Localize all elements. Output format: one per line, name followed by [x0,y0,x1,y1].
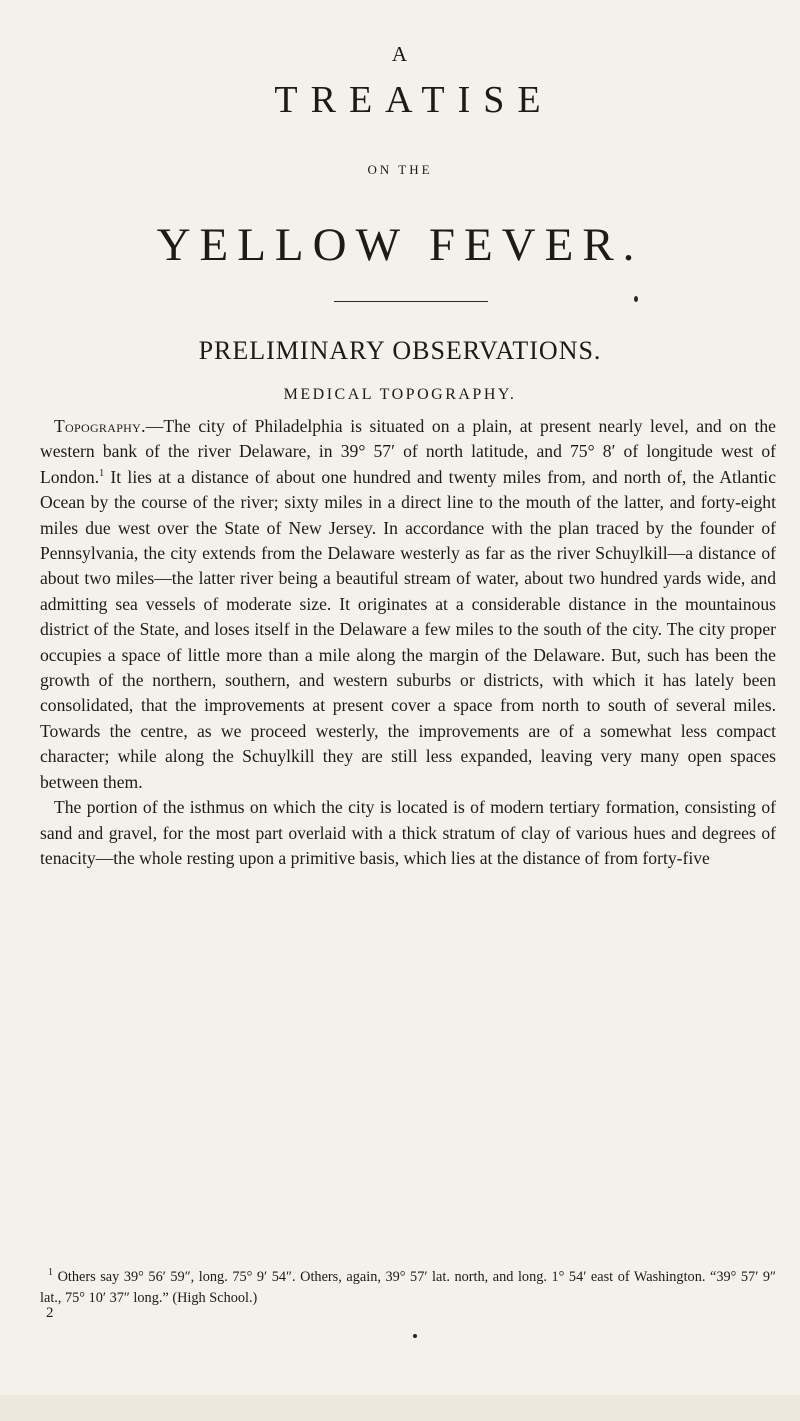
ink-speck [634,296,638,302]
ink-speck [413,1334,417,1338]
footnote-text: Others say 39° 56′ 59″, long. 75° 9′ 54″. Others, again, 39° 57′ lat. north, and long. 1° 54′ east of Washington. “39° 57′ 9″ lat., 75° 10′ 37″ long.” (High School.) [40,1269,776,1306]
footnote-reference[interactable]: 1 [99,467,105,479]
page-edge [0,1395,800,1421]
title-divider [334,301,488,302]
title-treatise: TREATISE [274,79,554,121]
footnote-marker: 1 [48,1267,53,1279]
body-text [40,414,776,871]
paragraph-1 [40,414,776,795]
section-title: PRELIMINARY OBSERVATIONS. [198,336,602,365]
footnote [40,1267,776,1309]
title-on-the: ON THE [367,162,433,177]
section-subtitle: MEDICAL TOPOGRAPHY. [283,386,517,403]
title-subject: YELLOW FEVER. [156,219,644,271]
title-article: A [391,42,409,66]
paragraph-1-part-b: It lies at a distance of about one hundred and twenty miles from, and north of, the Atlantic Ocean by the course of the river; sixty miles in a direct line to the mouth of the latter, and forty-eight miles due west over the State of New Jersey. In accordance with the plan traced by the founder of Pennsylvania, the city extends from the Delaware westerly as far as the river Schuylkill—a distance of about two miles—the latter river being a beautiful stream of water, about two hundred yards wide, and admitting sea vessels of moderate size. It originates at a considerable distance in the mountainous district of the State, and loses itself in the Delaware a few miles to the south of the city. The city proper occupies a space of little more than a mile along the margin of the Delaware. But, such has been the growth of the northern, southern, and western suburbs or districts, with which it has lately been consolidated, that the improvements at present cover a space from north to south of several miles. Towards the centre, as we proceed westerly, the improvements are of a somewhat less compact character; while along the Schuylkill they are still less expanded, leaving very many open spaces between them. [40,466,776,792]
paragraph-lead: Topography. [54,416,146,436]
page-number: 2 [46,1305,54,1321]
paragraph-1-part-a: —The city of Philadelphia is situated on a plain, at present nearly level, and on the western bank of the river Delaware, in 39° 57′ of north latitude, and 75° 8′ of longitude west of London. [40,416,776,487]
paragraph-2: The portion of the isthmus on which the city is located is of modern tertiary formation, consisting of sand and gravel, for the most part overlaid with a thick stratum of clay of various hues and degrees of tenacity—the whole resting upon a primitive basis, which lies at the distance of from forty-five [40,797,776,868]
